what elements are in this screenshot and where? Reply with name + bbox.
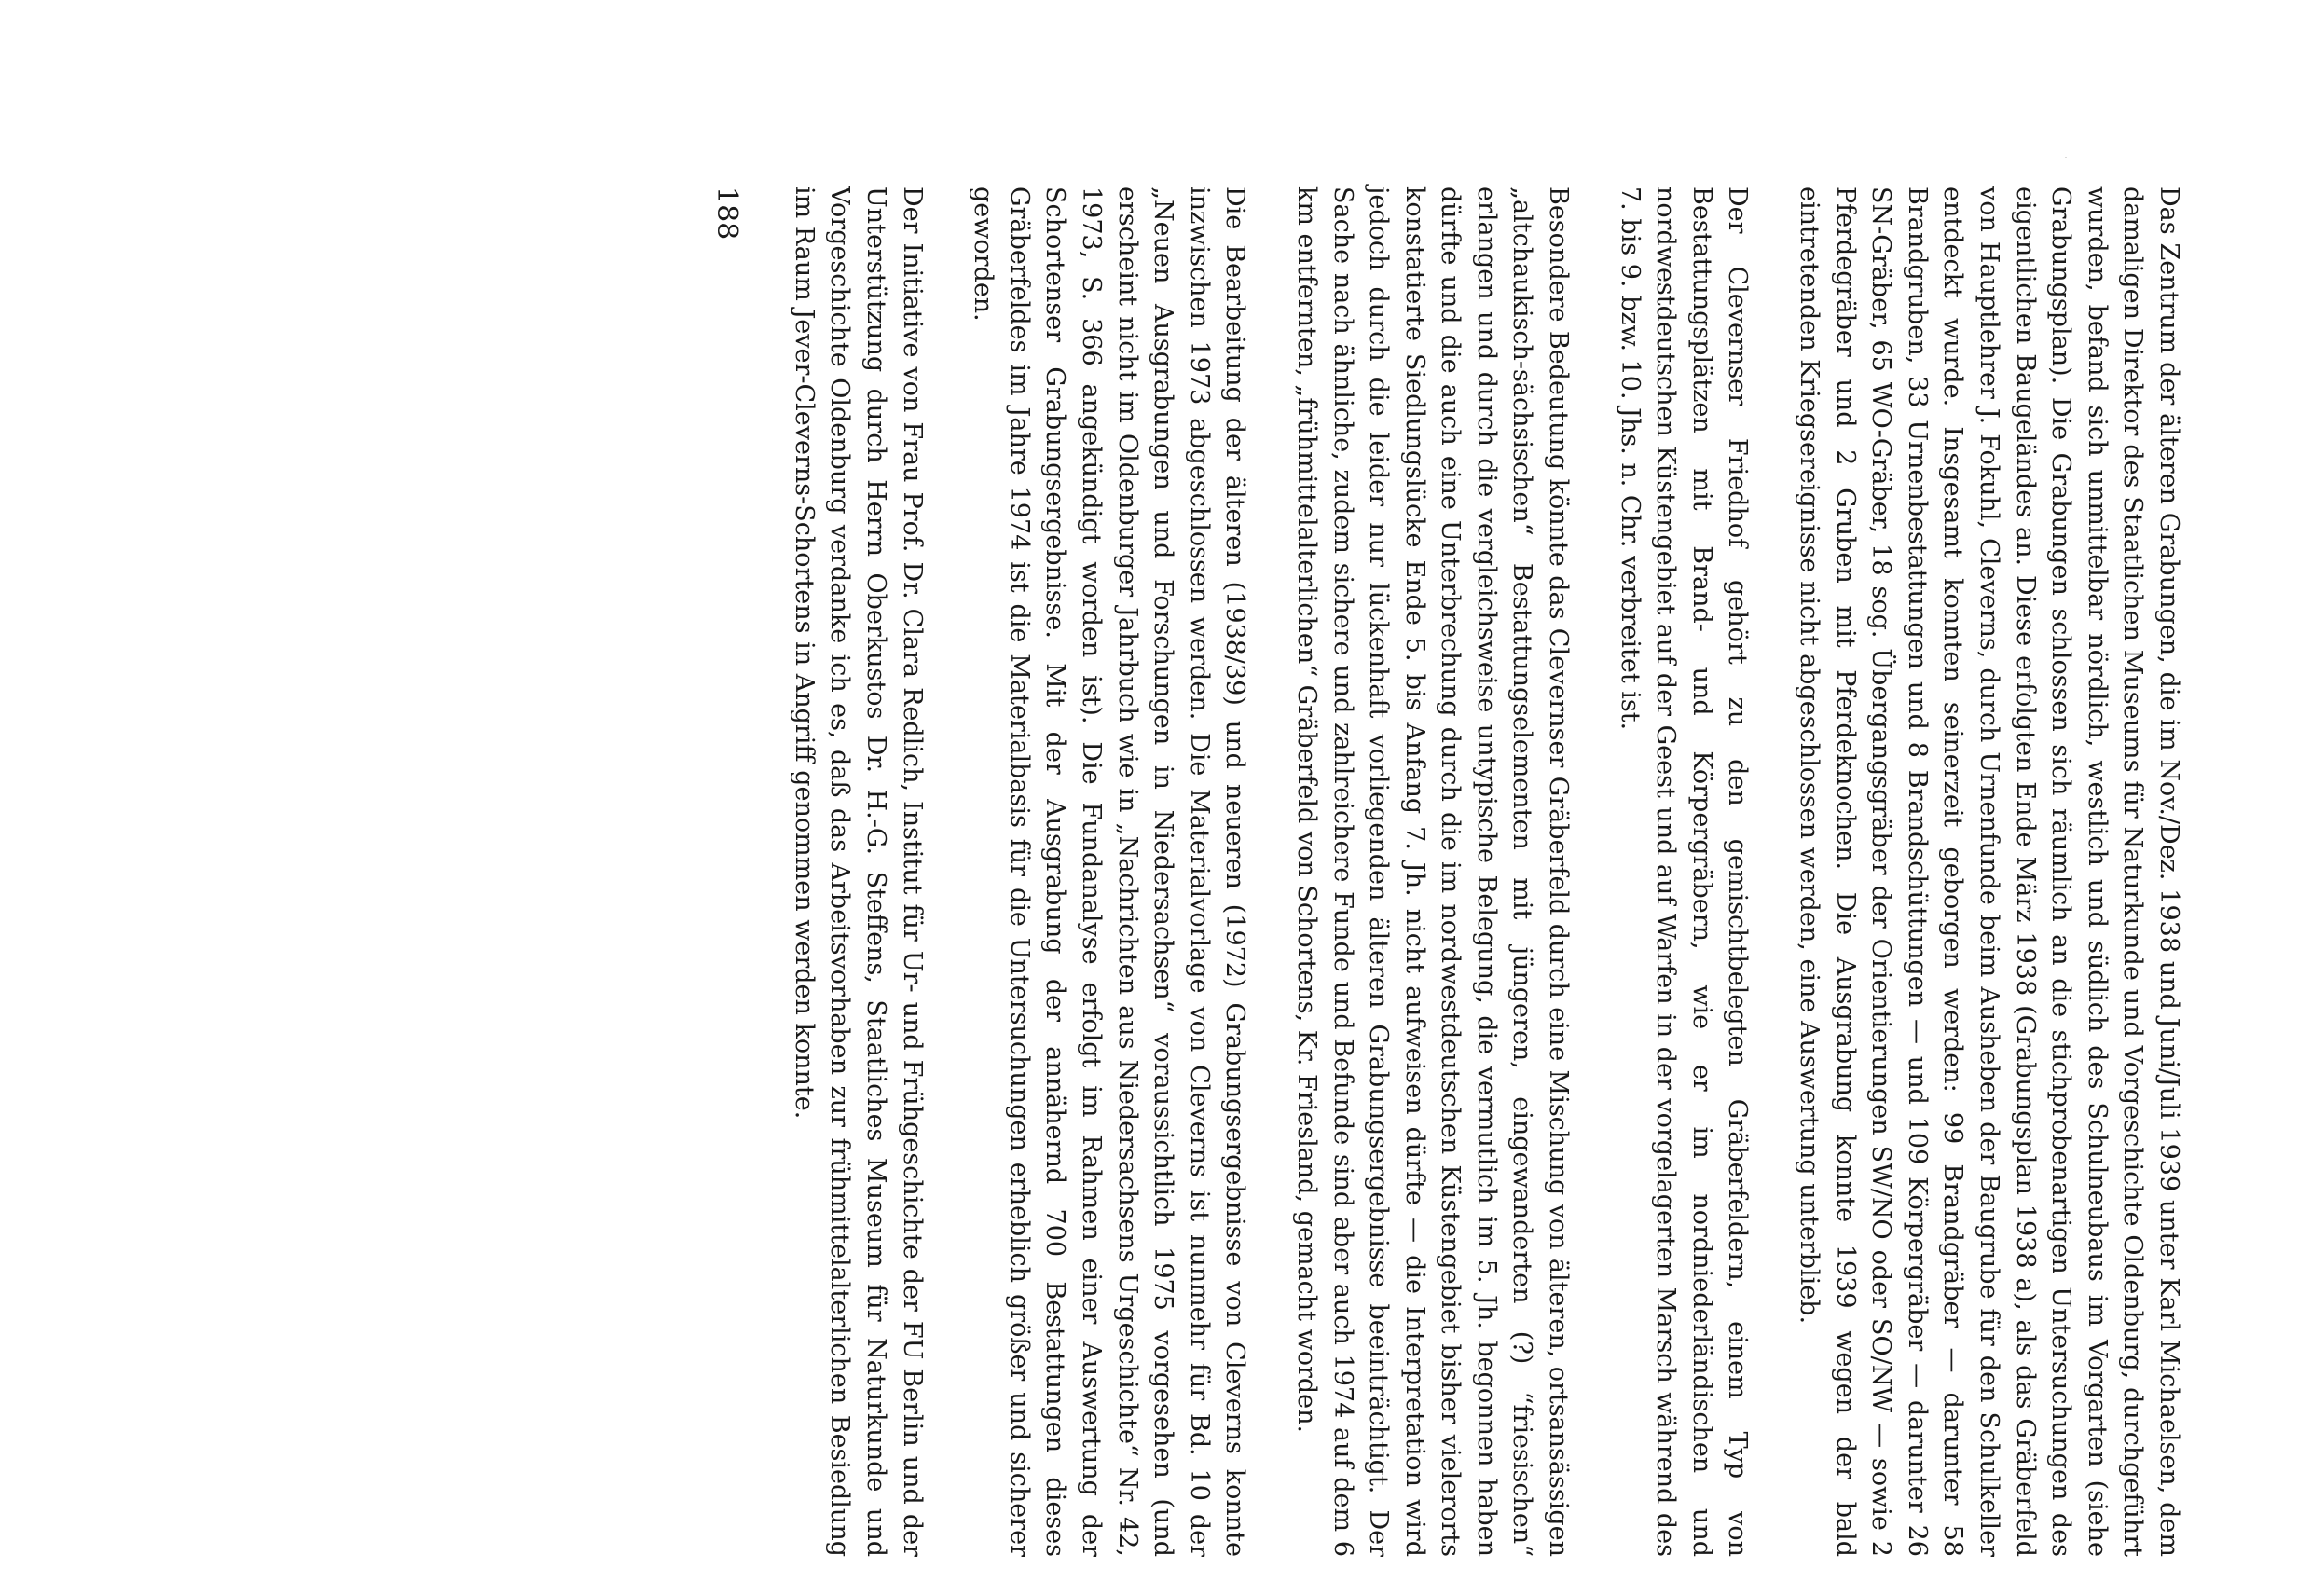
paragraph-acknowledgement: Der Initiative von Frau Prof. Dr. Clara Redlich, Institut für Ur- und Frühgeschichte der FU Berlin und der Unterstützung durch Herrn Oberkustos Dr. H.-G. Steffens, Staatliches Museum für Naturkunde und Vorgeschichte Oldenburg verdanke ich es, daß das Arbeitsvorhaben zur frühmittelalterlichen Besiedlung im Raum Jever-Cleverns-Schortens in Angriff genommen werden konnte. xyxy=(789,186,927,1557)
scan-speck xyxy=(2065,157,2067,158)
paragraph-significance: Besondere Bedeutung könnte das Clevernser Gräberfeld durch eine Mischung von älteren, ortsansässigen „altchaukisch-sächsischen“ Bestattungselementen mit jüngeren, eingewanderten (?) “friesischen“ erlangen und durch die vergleichsweise untypische Belegung, die vermutlich im 5. Jh. begonnen haben dürfte und die auch eine Unterbrechung durch die im nordwestdeutschen Küstengebiet bisher vielerorts konstatierte Siedlungslücke Ende 5. bis Anfang 7. Jh. nicht aufweisen dürfte — die Interpretation wird jedoch durch die leider nur lückenhaft vorliegenden älteren Grabungsergebnisse beeinträchtigt. Der Sache nach ähnliche, zudem sichere und zahlreichere Funde und Befunde sind aber auch 1974 auf dem 6 km entfernten, „frühmittelalterlichen“ Gräberfeld von Schortens, Kr. Friesland, gemacht worden. xyxy=(1291,186,1574,1557)
text-column xyxy=(709,186,2186,1557)
paragraph-processing: Die Bearbeitung der älteren (1938/39) und neueren (1972) Grabungsergebnisse von Cleverns konnte inzwischen 1973 abgeschlossen werden. Die Materialvorlage von Cleverns ist nunmehr für Bd. 10 der „Neuen Ausgrabungen und Forschungen in Niedersachsen“ voraussichtlich 1975 vorgesehen (und erscheint nicht im Oldenburger Jahrbuch wie in „Nachrichten aus Niedersachsens Urgeschichte“ Nr. 42, 1973, S. 366 angekündigt worden ist). Die Fundanalyse erfolgt im Rahmen einer Auswertung der Schortenser Grabungsergebnisse. Mit der Ausgrabung der annähernd 700 Bestattungen dieses Gräberfeldes im Jahre 1974 ist die Materialbasis für die Untersuchungen erheblich größer und sicherer geworden. xyxy=(969,186,1250,1557)
page-number: 188 xyxy=(710,186,744,241)
paragraph-excavation-center: Das Zentrum der älteren Grabungen, die im Nov./Dez. 1938 und Juni/Juli 1939 unter Karl Michaelsen, dem damaligen Direktor des Staatlichen Museums für Naturkunde und Vorgeschichte Oldenburg, durchgeführt wurden, befand sich unmittelbar nördlich, westlich und südlich des Schulneubaus im Vorgarten (siehe Grabungsplan). Die Grabungen schlossen sich räumlich an die stichprobenartigen Untersuchungen des eigentlichen Baugeländes an. Diese erfolgten Ende März 1938 (Grabungsplan 1938 a), als das Gräberfeld von Hauptlehrer J. Fokuhl, Cleverns, durch Urnenfunde beim Ausheben der Baugrube für den Schulkeller entdeckt wurde. Insgesamt konnten seinerzeit geborgen werden: 99 Brandgräber — darunter 58 Brandgruben, 33 Urnenbestattungen und 8 Brandschüttungen — und 109 Körpergräber — darunter 26 SN-Gräber, 65 WO-Gräber, 18 sog. Übergangsgräber der Orientierungen SW/NO oder SO/NW — sowie 2 Pferdegräber und 2 Gruben mit Pferdeknochen. Die Ausgrabung konnte 1939 wegen der bald eintretenden Kriegsereignisse nicht abgeschlossen werden, eine Auswertung unterblieb. xyxy=(1795,186,2183,1557)
paragraph-cemetery-type: Der Clevernser Friedhof gehört zu den gemischtbelegten Gräberfeldern, einem Typ von Bestattungsplätzen mit Brand- und Körpergräbern, wie er im nordniederländischen und nordwestdeutschen Küstengebiet auf der Geest und auf Warfen in der vorgelagerten Marsch während des 7. bis 9. bzw. 10. Jhs. n. Chr. verbreitet ist. xyxy=(1615,186,1753,1557)
rotated-text-block xyxy=(710,186,2186,1557)
